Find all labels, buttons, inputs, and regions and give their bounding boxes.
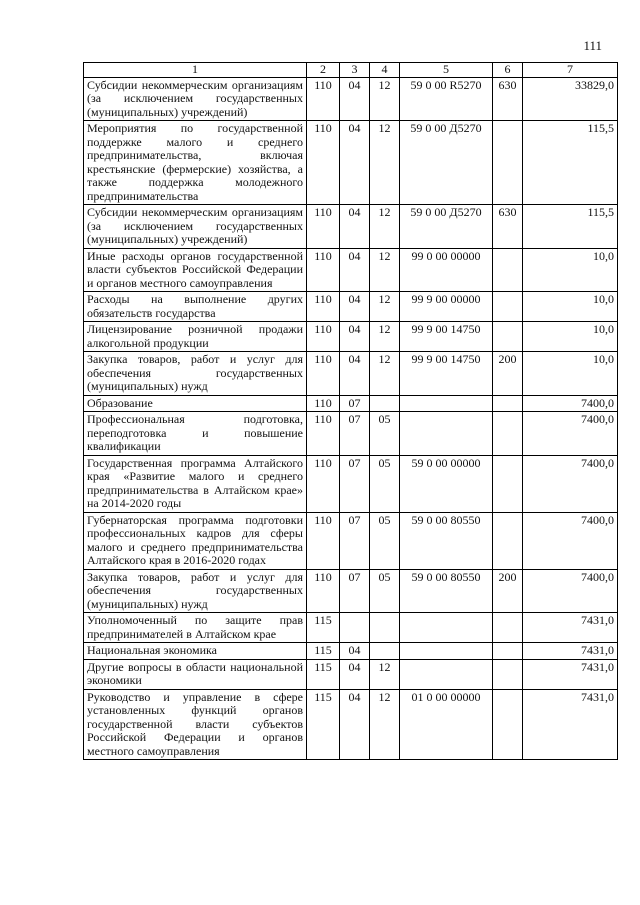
item-amount: 10,0: [523, 248, 618, 292]
item-name: Губернаторская программа подготовки профессиональных кадров для сферы малого и среднего предпринимательства Алтайского края в 2016-2020 годах: [84, 512, 307, 569]
item-code-ministry: 115: [307, 689, 340, 760]
item-code-section: 07: [340, 512, 370, 569]
table-row: [84, 292, 618, 322]
item-code-section: 04: [340, 659, 370, 689]
table-row: [84, 455, 618, 512]
item-code-section: 04: [340, 205, 370, 249]
item-code-ministry: 110: [307, 248, 340, 292]
item-code-target: [400, 613, 493, 643]
item-code-target: 99 9 00 14750: [400, 352, 493, 396]
item-code-expense-type: [493, 659, 523, 689]
table-row: [84, 395, 618, 412]
table-header: [84, 63, 618, 78]
item-amount: 10,0: [523, 292, 618, 322]
item-name: Иные расходы органов государственной власти субъектов Российской Федерации и органов местного самоуправления: [84, 248, 307, 292]
item-code-expense-type: [493, 395, 523, 412]
item-name: Государственная программа Алтайского края «Развитие малого и среднего предпринимательства в Алтайском крае» на 2014-2020 годы: [84, 455, 307, 512]
item-code-section: 04: [340, 121, 370, 205]
item-code-subsection: 12: [370, 292, 400, 322]
item-code-subsection: 12: [370, 121, 400, 205]
item-code-expense-type: [493, 292, 523, 322]
column-header: 2: [307, 63, 340, 78]
item-code-ministry: 110: [307, 395, 340, 412]
item-code-subsection: [370, 613, 400, 643]
item-code-target: 59 0 00 Д5270: [400, 205, 493, 249]
item-amount: 7431,0: [523, 643, 618, 660]
item-code-target: 99 9 00 00000: [400, 292, 493, 322]
item-code-section: 04: [340, 322, 370, 352]
item-code-subsection: 12: [370, 352, 400, 396]
item-code-expense-type: 630: [493, 77, 523, 121]
table-row: [84, 412, 618, 456]
table-row: [84, 659, 618, 689]
item-code-ministry: 110: [307, 121, 340, 205]
item-code-ministry: 115: [307, 613, 340, 643]
item-code-expense-type: 200: [493, 352, 523, 396]
item-code-target: 59 0 00 80550: [400, 569, 493, 613]
item-code-expense-type: 630: [493, 205, 523, 249]
item-code-ministry: 110: [307, 569, 340, 613]
item-amount: 10,0: [523, 322, 618, 352]
item-code-target: [400, 395, 493, 412]
item-name: Мероприятия по государственной поддержке малого и среднего предпринимательства, включая крестьянские (фермерские) хозяйства, а также поддержка молодежного предпринимательства: [84, 121, 307, 205]
item-code-expense-type: [493, 455, 523, 512]
item-code-ministry: 110: [307, 455, 340, 512]
item-code-section: 07: [340, 395, 370, 412]
item-code-subsection: [370, 643, 400, 660]
item-code-subsection: 12: [370, 248, 400, 292]
item-code-target: 59 0 00 Д5270: [400, 121, 493, 205]
item-code-subsection: 12: [370, 689, 400, 760]
item-code-target: 01 0 00 00000: [400, 689, 493, 760]
item-code-subsection: 12: [370, 205, 400, 249]
item-name: Образование: [84, 395, 307, 412]
item-code-expense-type: [493, 248, 523, 292]
item-name: Субсидии некоммерческим организациям (за исключением государственных (муниципальных) учреждений): [84, 77, 307, 121]
item-code-expense-type: [493, 512, 523, 569]
item-code-ministry: 110: [307, 292, 340, 322]
item-code-target: [400, 643, 493, 660]
table-row: [84, 248, 618, 292]
item-code-section: [340, 613, 370, 643]
item-name: Расходы на выполнение других обязательств государства: [84, 292, 307, 322]
column-header: 6: [493, 63, 523, 78]
item-amount: 115,5: [523, 205, 618, 249]
item-code-subsection: 05: [370, 455, 400, 512]
item-code-ministry: 115: [307, 659, 340, 689]
item-amount: 7400,0: [523, 512, 618, 569]
item-code-subsection: 12: [370, 322, 400, 352]
item-amount: 7431,0: [523, 613, 618, 643]
item-code-ministry: 110: [307, 77, 340, 121]
item-code-target: 99 0 00 00000: [400, 248, 493, 292]
budget-table: [83, 62, 618, 760]
item-amount: 7400,0: [523, 412, 618, 456]
item-code-expense-type: [493, 613, 523, 643]
item-code-subsection: 05: [370, 412, 400, 456]
item-code-expense-type: [493, 689, 523, 760]
table-row: [84, 512, 618, 569]
table-row: [84, 569, 618, 613]
item-name: Лицензирование розничной продажи алкогольной продукции: [84, 322, 307, 352]
item-amount: 33829,0: [523, 77, 618, 121]
column-header: 5: [400, 63, 493, 78]
item-name: Закупка товаров, работ и услуг для обеспечения государственных (муниципальных) нужд: [84, 352, 307, 396]
item-code-target: [400, 659, 493, 689]
item-code-ministry: 110: [307, 352, 340, 396]
item-name: Другие вопросы в области национальной экономики: [84, 659, 307, 689]
item-code-ministry: 110: [307, 205, 340, 249]
item-code-subsection: 05: [370, 569, 400, 613]
item-code-section: 04: [340, 292, 370, 322]
item-name: Национальная экономика: [84, 643, 307, 660]
item-code-section: 04: [340, 248, 370, 292]
item-code-ministry: 110: [307, 512, 340, 569]
item-code-section: 07: [340, 455, 370, 512]
item-code-ministry: 115: [307, 643, 340, 660]
item-code-ministry: 110: [307, 412, 340, 456]
item-code-expense-type: [493, 322, 523, 352]
item-code-ministry: 110: [307, 322, 340, 352]
item-code-section: 07: [340, 569, 370, 613]
item-code-section: 04: [340, 352, 370, 396]
table-row: [84, 77, 618, 121]
item-name: Субсидии некоммерческим организациям (за исключением государственных (муниципальных) учреждений): [84, 205, 307, 249]
item-code-target: 99 9 00 14750: [400, 322, 493, 352]
item-amount: 115,5: [523, 121, 618, 205]
item-code-expense-type: [493, 121, 523, 205]
item-code-section: 04: [340, 643, 370, 660]
item-code-section: 04: [340, 77, 370, 121]
item-code-section: 04: [340, 689, 370, 760]
item-amount: 7431,0: [523, 659, 618, 689]
table-body: [84, 77, 618, 760]
table-row: [84, 352, 618, 396]
item-code-subsection: 05: [370, 512, 400, 569]
item-code-expense-type: [493, 412, 523, 456]
column-header: 4: [370, 63, 400, 78]
item-code-subsection: 12: [370, 77, 400, 121]
item-code-subsection: 12: [370, 659, 400, 689]
table-row: [84, 643, 618, 660]
item-name: Уполномоченный по защите прав предпринимателей в Алтайском крае: [84, 613, 307, 643]
table-row: [84, 121, 618, 205]
item-code-target: 59 0 00 R5270: [400, 77, 493, 121]
table-row: [84, 613, 618, 643]
item-name: Закупка товаров, работ и услуг для обеспечения государственных (муниципальных) нужд: [84, 569, 307, 613]
item-amount: 7431,0: [523, 689, 618, 760]
item-code-target: [400, 412, 493, 456]
table-row: [84, 322, 618, 352]
item-name: Руководство и управление в сфере установленных функций органов государственной власти субъектов Российской Федерации и органов местного самоуправления: [84, 689, 307, 760]
column-header: 7: [523, 63, 618, 78]
item-amount: 10,0: [523, 352, 618, 396]
item-code-expense-type: 200: [493, 569, 523, 613]
column-header: 3: [340, 63, 370, 78]
header-row: [84, 63, 618, 78]
item-code-section: 07: [340, 412, 370, 456]
page-number: 111: [583, 38, 602, 53]
item-code-target: 59 0 00 00000: [400, 455, 493, 512]
column-header: 1: [84, 63, 307, 78]
item-name: Профессиональная подготовка, переподготовка и повышение квалификации: [84, 412, 307, 456]
item-code-subsection: [370, 395, 400, 412]
table-row: [84, 689, 618, 760]
item-code-target: 59 0 00 80550: [400, 512, 493, 569]
item-code-expense-type: [493, 643, 523, 660]
item-amount: 7400,0: [523, 395, 618, 412]
table-row: [84, 205, 618, 249]
item-amount: 7400,0: [523, 455, 618, 512]
item-amount: 7400,0: [523, 569, 618, 613]
